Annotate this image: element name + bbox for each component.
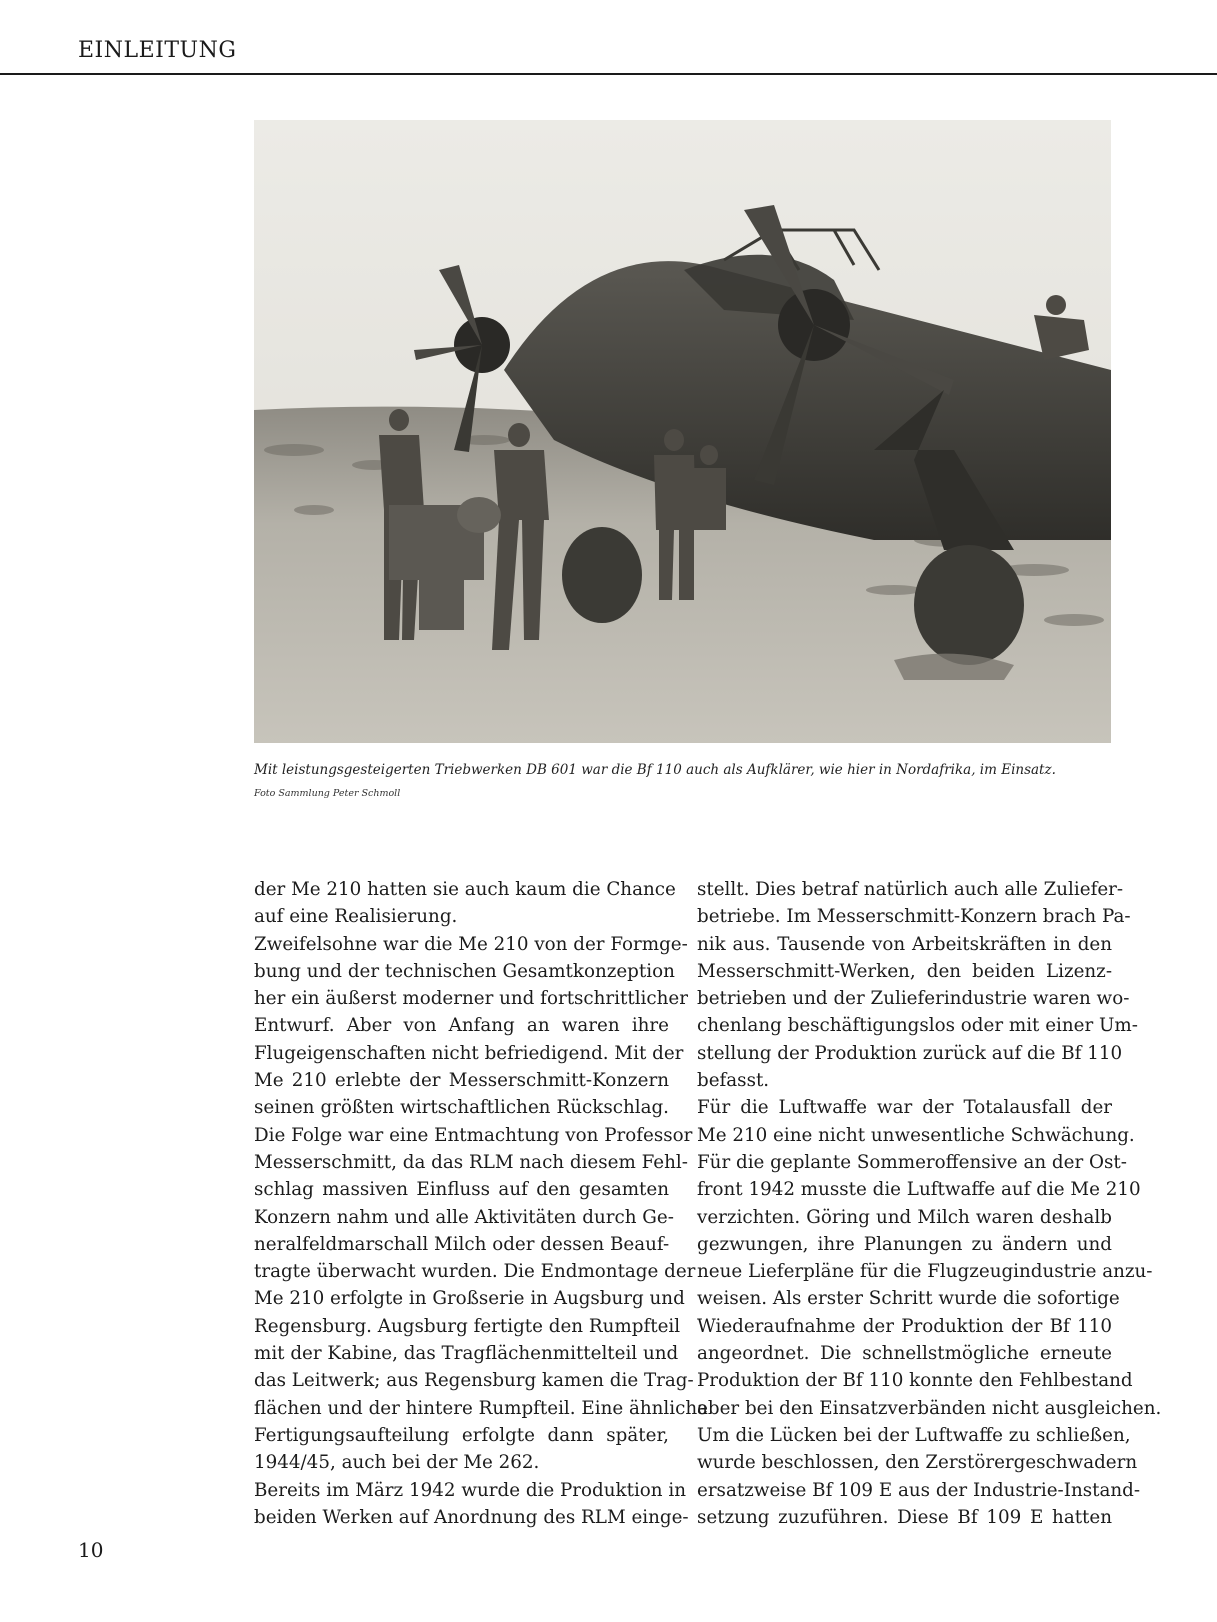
text-line: verzichten. Göring und Milch waren deshalb [697,1206,1112,1228]
figure-caption: Mit leistungsgesteigerten Triebwerken DB 601 war die Bf 110 auch als Aufklärer, wie hier in Nordafrika, im Einsatz. [254,762,1056,778]
text-line: betriebe. Im Messerschmitt-Konzern brach Pa- [697,906,1131,928]
text-line: bung und der technischen Gesamtkonzeption [254,960,675,982]
text-line: Bereits im März 1942 wurde die Produktion in [254,1479,687,1501]
text-line: das Leitwerk; aus Regensburg kamen die Trag- [254,1370,694,1392]
photo-credit: Foto Sammlung Peter Schmoll [254,788,401,799]
text-line: front 1942 musste die Luftwaffe auf die Me 210 [697,1179,1141,1201]
text-line: ersatzweise Bf 109 E aus der Industrie-Instand- [697,1479,1141,1501]
text-line: Me 210 eine nicht unwesentliche Schwächung. [697,1124,1135,1146]
text-line: Entwurf. Aber von Anfang an waren ihre [254,1015,669,1037]
text-line: flächen und der hintere Rumpfteil. Eine ähnliche [254,1397,708,1419]
text-line: stellung der Produktion zurück auf die Bf 110 [697,1042,1123,1064]
text-line: neue Lieferpläne für die Flugzeugindustrie anzu- [697,1261,1153,1283]
text-line: gezwungen, ihre Planungen zu ändern und [697,1233,1112,1255]
text-line: Produktion der Bf 110 konnte den Fehlbestand [697,1370,1133,1392]
aircraft-photo-illustration [254,120,1111,743]
text-line: mit der Kabine, das Tragflächenmittelteil und [254,1343,679,1365]
text-line: her ein äußerst moderner und fortschrittlicher [254,988,688,1010]
text-line: angeordnet. Die schnellstmögliche erneute [697,1343,1112,1365]
text-line: stellt. Dies betraf natürlich auch alle Zuliefer- [697,879,1124,900]
text-line: setzung zuzuführen. Diese Bf 109 E hatten [697,1506,1112,1528]
text-line: seinen größten wirtschaftlichen Rückschlag. [254,1097,669,1119]
header-rule [0,73,1217,75]
text-line: Die Folge war eine Entmachtung von Professor [254,1124,693,1146]
text-line: Zweifelsohne war die Me 210 von der Formge- [254,933,688,955]
text-line: weisen. Als erster Schritt wurde die sofortige [697,1288,1120,1310]
text-line: der Me 210 hatten sie auch kaum die Chance [254,879,676,900]
page-number: 10 [78,1538,104,1562]
text-line: Für die Luftwaffe war der Totalausfall der [697,1097,1112,1119]
text-line: Messerschmitt-Werken, den beiden Lizenz- [697,960,1112,982]
text-line: tragte überwacht wurden. Die Endmontage der [254,1261,696,1283]
text-line: Fertigungsaufteilung erfolgte dann später, [254,1424,669,1446]
text-line: Wiederaufnahme der Produktion der Bf 110 [697,1315,1112,1337]
photo-bf110-north-africa [254,120,1111,743]
text-line: befasst. [697,1070,770,1092]
text-line: chenlang beschäftigungslos oder mit einer Um- [697,1015,1138,1037]
text-line: nik aus. Tausende von Arbeitskräften in den [697,933,1112,955]
text-line: wurde beschlossen, den Zerstörergeschwadern [697,1452,1138,1474]
text-line: schlag massiven Einfluss auf den gesamten [254,1179,669,1201]
text-line: Konzern nahm und alle Aktivitäten durch Ge- [254,1206,674,1228]
text-line: 1944/45, auch bei der Me 262. [254,1452,540,1474]
text-line: Me 210 erfolgte in Großserie in Augsburg und [254,1288,685,1310]
text-line: betrieben und der Zulieferindustrie waren wo- [697,988,1130,1010]
text-line: Messerschmitt, da das RLM nach diesem Fehl- [254,1151,688,1173]
body-column-right [697,876,1162,1531]
text-line: aber bei den Einsatzverbänden nicht ausgleichen. [697,1397,1162,1419]
text-line: Regensburg. Augsburg fertigte den Rumpfteil [254,1315,681,1337]
running-head: EINLEITUNG [78,38,237,63]
text-line: auf eine Realisierung. [254,906,458,928]
text-line: Me 210 erlebte der Messerschmitt-Konzern [254,1070,669,1092]
text-line: beiden Werken auf Anordnung des RLM einge- [254,1506,689,1528]
body-column-left [254,876,708,1531]
text-line: Für die geplante Sommeroffensive an der Ost- [697,1151,1127,1173]
text-line: Um die Lücken bei der Luftwaffe zu schließen, [697,1424,1131,1446]
text-line: neralfeldmarschall Milch oder dessen Beauf- [254,1233,670,1255]
text-line: Flugeigenschaften nicht befriedigend. Mit der [254,1042,684,1064]
